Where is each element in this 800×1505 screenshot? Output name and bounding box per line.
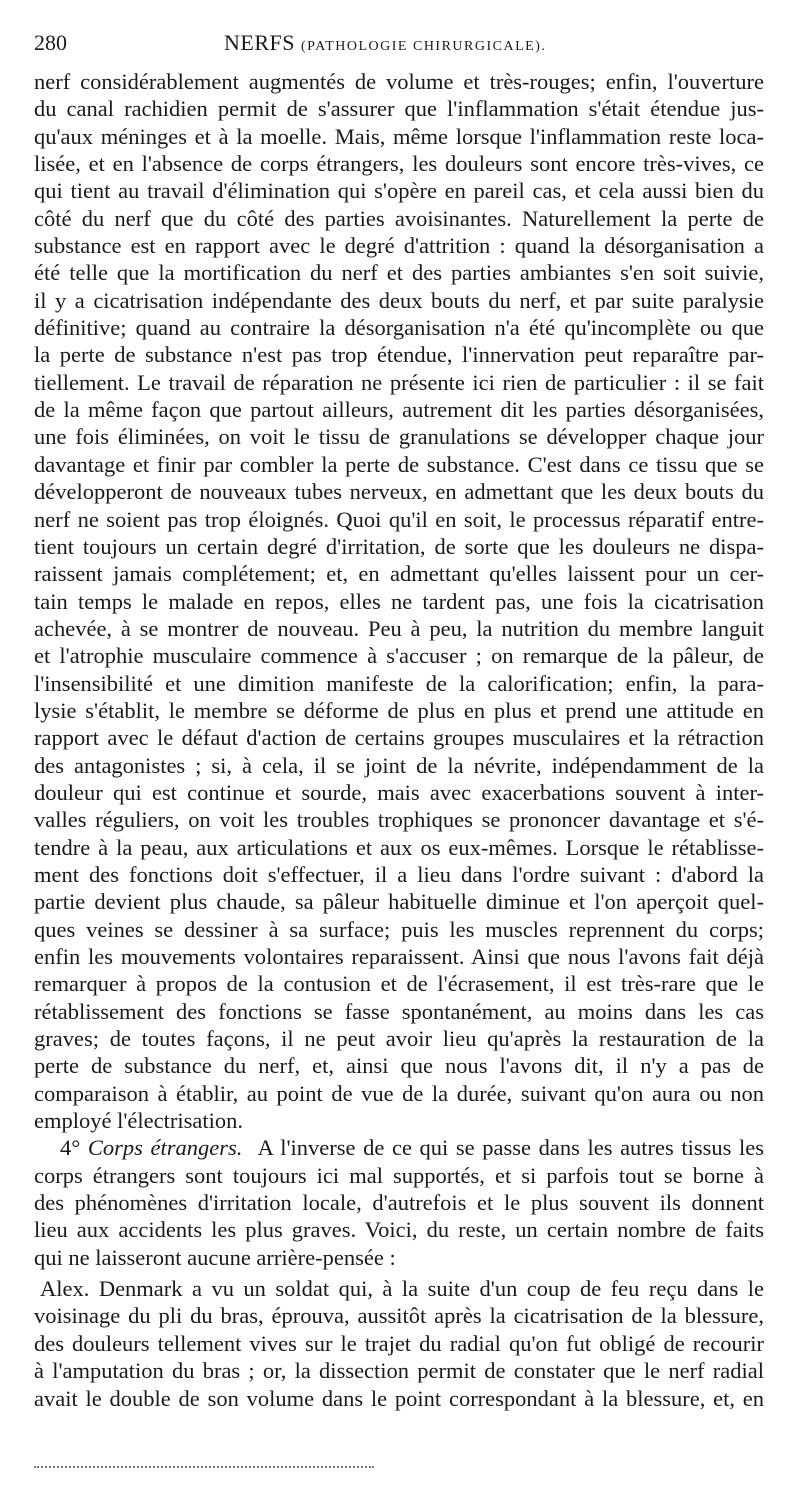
text-line: avait le double de son volume dans le point correspondant à la blessure, et, en xyxy=(34,1385,764,1411)
section-number: 4° xyxy=(60,1135,81,1161)
text-line: corps étrangers sont toujours ici mal supportés, et si parfois tout se borne à xyxy=(34,1162,764,1188)
text-line: définitive; quand au contraire la désorganisation n'a été qu'incomplète ou que xyxy=(34,315,764,341)
text-line: partie devient plus chaude, sa pâleur habituelle diminue et l'on aperçoit quel- xyxy=(34,889,764,915)
paragraph-alex-denmark xyxy=(34,1275,764,1412)
text-line: et l'atrophie musculaire commence à s'accuser ; on remarque de la pâleur, de xyxy=(34,643,764,669)
page-number: 280 xyxy=(34,30,67,55)
text-line: perte de substance du nerf, et, ainsi que nous l'avons dit, il n'y a pas de xyxy=(34,1053,764,1079)
text-line: tendre à la peau, aux articulations et aux os eux-mêmes. Lorsque le rétablisse- xyxy=(34,834,764,860)
text-line: remarquer à propos de la contusion et de l'écrasement, il est très-rare que le xyxy=(34,971,764,997)
text-line: des antagonistes ; si, à cela, il se joint de la névrite, indépendamment de la xyxy=(34,752,764,778)
section-first-line-text: A l'inverse de ce qui se passe dans les autres tissus les xyxy=(257,1135,765,1161)
text-line: il y a cicatrisation indépendante des deux bouts du nerf, et par suite paralysie xyxy=(34,287,764,313)
text-line: tient toujours un certain degré d'irritation, de sorte que les douleurs ne dispa- xyxy=(34,533,764,559)
page-body xyxy=(34,68,764,1412)
text-line: Alex. Denmark a vu un soldat qui, à la suite d'un coup de feu reçu dans le xyxy=(40,1276,764,1302)
running-title-sub-open: ( xyxy=(300,39,308,54)
text-line: valles réguliers, on voit les troubles trophiques se prononcer davantage et s'é- xyxy=(34,807,764,833)
running-title-sub-close: ). xyxy=(535,39,547,54)
footer-scan-marks xyxy=(34,1466,374,1471)
text-line: raissent jamais complétement; et, en admettant qu'elles laissent pour un cer- xyxy=(34,561,764,587)
text-line: ques veines se dessiner à sa surface; puis les muscles reprennent du corps; xyxy=(34,916,764,942)
text-line: la perte de substance n'est pas trop étendue, l'innervation peut reparaître par- xyxy=(34,342,764,368)
book-page xyxy=(34,28,764,1412)
text-line: achevée, à se montrer de nouveau. Peu à peu, la nutrition du membre languit xyxy=(34,615,764,641)
paragraph-continuation xyxy=(34,68,764,1134)
text-line: enfin les mouvements volontaires reparaissent. Ainsi que nous l'avons fait déjà xyxy=(34,944,764,969)
text-line: une fois éliminées, on voit le tissu de granulations se développer chaque jour xyxy=(34,424,764,450)
text-line: du canal rachidien permit de s'assurer que l'inflammation s'était étendue jus- xyxy=(34,96,764,122)
text-line: été telle que la mortification du nerf et des parties ambiantes s'en soit suivie, xyxy=(34,260,764,286)
running-title-main: NERFS xyxy=(224,30,295,55)
text-line: développeront de nouveaux tubes nerveux, en admettant que les deux bouts du xyxy=(34,479,764,505)
running-title-sub xyxy=(301,39,546,54)
text-line: nerf ne soient pas trop éloignés. Quoi qu'il en soit, le processus réparatif entre- xyxy=(34,506,764,532)
text-line: rétablissement des fonctions se fasse spontanément, au moins dans les cas xyxy=(34,998,764,1024)
text-line: qu'aux méninges et à la moelle. Mais, même lorsque l'inflammation reste loca- xyxy=(34,123,764,149)
section-heading: Corps étrangers. xyxy=(87,1135,243,1161)
text-line: lysie s'établit, le membre se déforme de plus en plus et prend une attitude en xyxy=(34,697,764,723)
text-line: à l'amputation du bras ; or, la dissection permit de constater que le nerf radial xyxy=(34,1358,764,1384)
text-line: côté du nerf que du côté des parties avoisinantes. Naturellement la perte de xyxy=(34,205,764,231)
text-line: substance est en rapport avec le degré d'attrition : quand la désorganisation a xyxy=(34,233,764,259)
section-corps-etrangers xyxy=(34,1134,764,1271)
text-line: rapport avec le défaut d'action de certains groupes musculaires et la rétraction xyxy=(34,725,764,751)
text-line: tain temps le malade en repos, elles ne tardent pas, une fois la cicatrisation xyxy=(34,588,764,614)
text-line: voisinage du pli du bras, éprouva, aussitôt après la cicatrisation de la blessure, xyxy=(34,1303,764,1329)
text-line: graves; de toutes façons, il ne peut avoir lieu qu'après la restauration de la xyxy=(34,1026,764,1052)
section-first-line xyxy=(34,1134,764,1161)
text-line: qui ne laisseront aucune arrière-pensée : xyxy=(34,1244,396,1270)
text-line: davantage et finir par combler la perte de substance. C'est dans ce tissu que se xyxy=(34,451,764,477)
text-line: comparaison à établir, au point de vue de la durée, suivant qu'on aura ou non xyxy=(34,1080,764,1106)
text-line: qui tient au travail d'élimination qui s'opère en pareil cas, et cela aussi bien du xyxy=(34,178,764,204)
text-line: nerf considérablement augmentés de volume et très-rouges; enfin, l'ouverture xyxy=(34,69,764,94)
text-line: employé l'électrisation. xyxy=(34,1108,243,1134)
text-line: lisée, et en l'absence de corps étrangers, les douleurs sont encore très-vives, ce xyxy=(34,151,764,177)
running-title xyxy=(224,30,546,56)
text-line: douleur qui est continue et sourde, mais avec exacerbations souvent à inter- xyxy=(34,779,764,805)
text-line: tiellement. Le travail de réparation ne présente ici rien de particulier : il se fait xyxy=(34,369,764,395)
text-line: de la même façon que partout ailleurs, autrement dit les parties désorganisées, xyxy=(34,397,764,423)
text-line: l'insensibilité et une dimition manifeste de la calorification; enfin, la para- xyxy=(34,670,764,696)
text-line: des douleurs tellement vives sur le trajet du radial qu'on fut obligé de recourir xyxy=(34,1330,764,1356)
text-line: ment des fonctions doit s'effectuer, il a lieu dans l'ordre suivant : d'abord la xyxy=(34,861,764,887)
text-line: des phénomènes d'irritation locale, d'autrefois et le plus souvent ils donnent xyxy=(34,1190,764,1216)
running-header xyxy=(34,28,764,64)
running-title-sub-text: PATHOLOGIE CHIRURGICALE xyxy=(307,39,536,54)
text-line: lieu aux accidents les plus graves. Voici, du reste, un certain nombre de faits xyxy=(34,1217,764,1243)
